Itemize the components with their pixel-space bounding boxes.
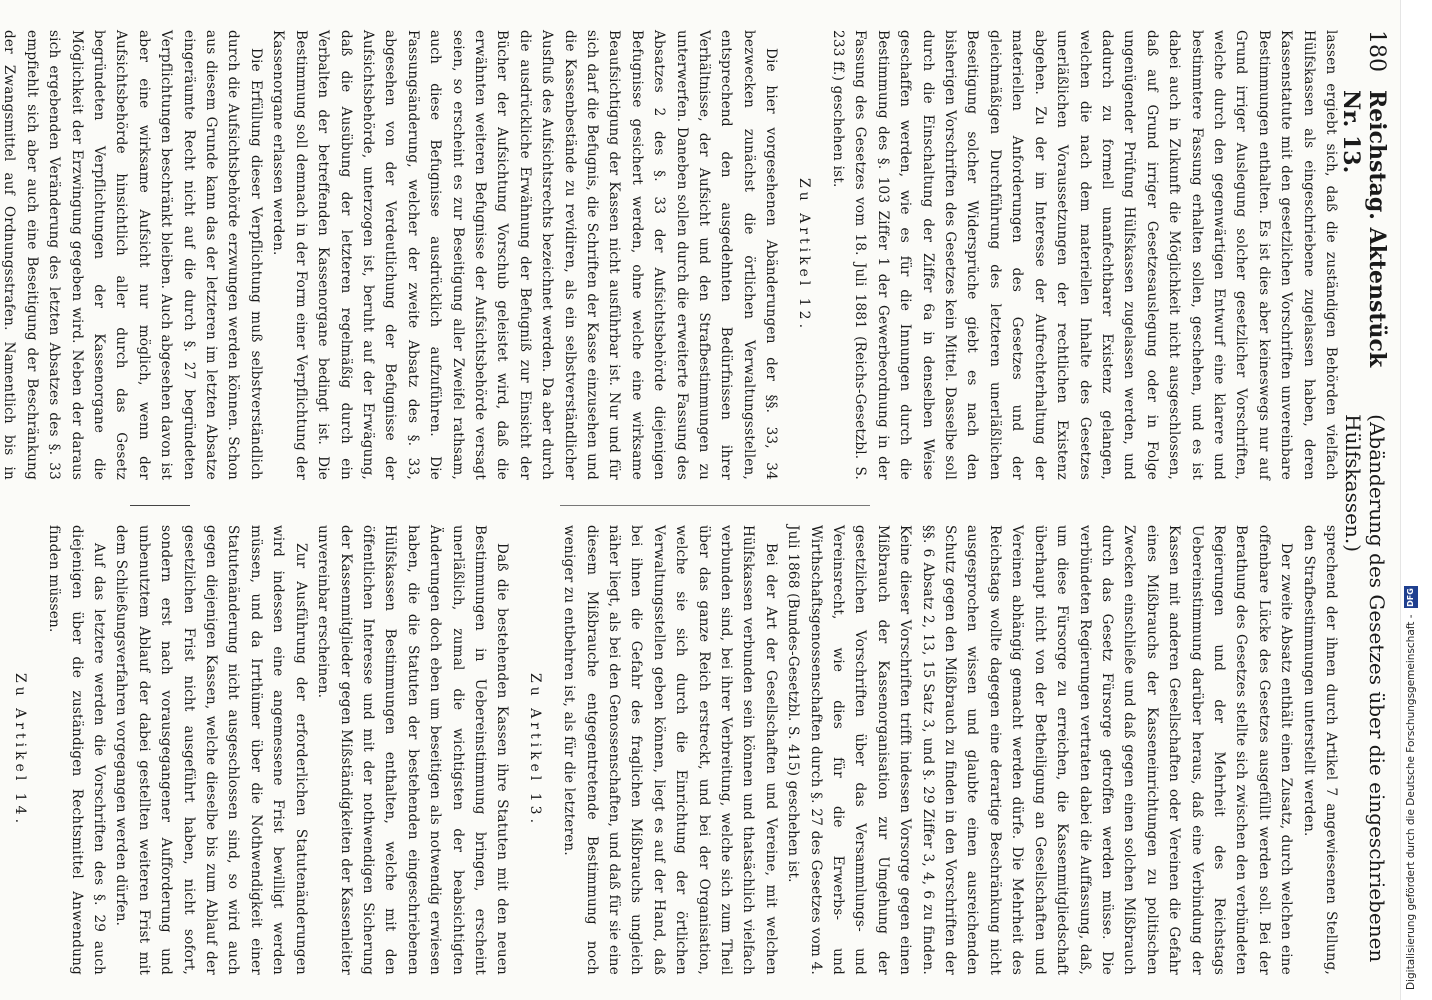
- paragraph: Die Erfüllung dieser Verpflichtung muß selbstverständlich durch die Aufsichtsbehörde erzwungen werden können. Schon aus diesem Grunde kann das der letzteren im letzten Absatze eingeräumte Recht nicht auf die durch §. 27 begründeten Verpflichtungen beschränkt bleiben. Auch abgesehen davon ist aber eine wirksame Aufsicht nur möglich, wenn der Aufsichtsbehörde hinsichtlich aller durch das Gesetz begründeten Verpflichtungen der Kassenorgane die Möglichkeit der Erzwingung gegeben wird. Neben der daraus sich ergebenden Veränderung des letzten Absatzes des §. 33 empfiehlt sich aber auch eine Beseitigung der Beschränkung der Zwangsmittel auf Ordnungsstrafen. Namentlich bis in: [1, 30, 264, 480]
- paragraph: Der zweite Absatz enthält einen Zusatz, durch welchen eine offenbare Lücke des Gesetzes ausgefüllt werden soll. Bei der Berathung des Gesetzes stellte sich zwischen den verbündeten Regierungen und der Mehrheit des Reichstags Uebereinstimmung darüber heraus, daß eine Verbindung der Kassen mit anderen Gesellschaften oder Vereinen die Gefahr eines Mißbrauchs der Kasseneinrichtungen zu politischen Zwecken einschließe und daß gegen einen solchen Mißbrauch durch das Gesetz Fürsorge getroffen werden müsse. Die verbündeten Regierungen vertraten dabei die Auffassung, daß, um diese Fürsorge zu erreichen, die Kassenmitgliedschaft überhaupt nicht von der Betheiligung an Gesellschaften und Vereinen abhängig gemacht werden dürfe. Die Mehrheit des Reichstags wollte dagegen eine derartige Beschränkung nicht ausgesprochen wissen und glaubte einen ausreichenden Schutz gegen den Mißbrauch zu finden in den Vorschriften der §§. 6 Absatz 2, 13, 15 Satz 3, und §. 29 Ziffer 3, 4, 6 zu finden. Keine dieser Vorschriften trifft indessen Vorsorge gegen einen Mißbrauch der Kassenorganisation zur Umgehung der gesetzlichen Vorschriften über das Versammlungs- und Vereinsrecht, wie dies für die Erwerbs- und Wirthschaftsgenossenschaften durch §. 27 des Gesetzes vom 4. Juli 1868 (Bundes-Gesetzbl. S. 415) geschehen ist.: [785, 525, 1295, 975]
- section-heading: Zu Artikel 12.: [795, 177, 812, 333]
- digitization-note-text: Digitalisierung gefördert durch die Deutsche Forschungsgemeinschaft -: [1405, 614, 1417, 990]
- paragraph: Auf das letztere werden die Vorschriften des §. 29 auch diejenigen über die zuständigen Rechtsmittel Anwendung finden müssen.: [46, 525, 108, 975]
- section-heading: Zu Artikel 13.: [526, 672, 543, 828]
- page-title: Reichstag. Aktenstück Nr. 13.: [1338, 90, 1390, 368]
- right-column: [0, 525, 1342, 975]
- paragraph: Zur Ausführung der erforderlichen Statutenänderungen wird indessen eine angemessene Frist bewilligt werden müssen, und da Irrthümer über die Nothwendigkeit einer Statutenänderung nicht ausgeschlossen sind, so wird auch gegen diejenigen Kassen, welche dieselbe bis zum Ablauf der gesetzlichen Frist nicht ausgeführt haben, nicht sofort, sondern erst nach vorausgegangener Aufforderung und unbenutztem Ablauf der dabei gestellten weiteren Frist mit dem Schließungsverfahren vorgegangen werden dürfen.: [113, 525, 309, 975]
- rotated-page: [1, 30, 1390, 990]
- page-number: 180: [1364, 30, 1389, 72]
- page-subtitle: (Abänderung des Gesetzes über die eingeschriebenen Hülfskassen.): [1341, 414, 1389, 963]
- left-column: [0, 30, 1342, 480]
- paragraph: Bei der Art der Gesellschaften und Vereine, mit welchen Hülfskassen verbunden sein können und thatsächlich vielfach verbunden sind, bei ihrer Verbreitung, welche sich zum Theil über das ganze Reich erstreckt, und bei der Organisation, welche sie sich durch die Einrichtung der örtlichen Verwaltungsstellen geben können, liegt es auf der Hand, daß bei ihnen die Gefahr des fraglichen Mißbrauchs ungleich näher liegt, als bei den Genossenschaften, und daß für sie eine diesem Mißbrauche entgegentretende Bestimmung noch weniger zu entbehren ist, als für die letzteren.: [561, 525, 779, 975]
- paragraph: Daß die bestehenden Kassen ihre Statuten mit den neuen Bestimmungen in Uebereinstimmung bringen, erscheint unerläßlich, zumal die wichtigsten der beabsichtigten Änderungen doch eben um beseitigen als notwendig erwiesen haben, die die Statuten der bestehenden eingeschriebenen Hülfskassen Bestimmungen enthalten, welche mit den öffentlichen Interesse und mit der nothwendigen Sicherung der Kassenmitglieder gegen Mißständigkeiten der Kassenleiter unvereinbar erscheinen.: [315, 525, 511, 975]
- column-divider-lower: [130, 505, 190, 506]
- paragraph: Die hier vorgesehenen Abänderungen der §§. 33, 34 bezwecken zunächst die örtlichen Verwaltungsstellen, entsprechend den ausgedehnten Bedürfnissen ihrer Verhältnisse, der Aufsicht und den Strafbestimmungen zu unterwerfen. Daneben sollen durch die erweiterte Fassung des Absatzes 2 des §. 33 der Aufsichtsbehörde diejenigen Befugnisse gesichert werden, ohne welche eine wirksame Beaufsichtigung der Kassen nicht ausführbar ist. Nur und für sich darf die Befugnis, die Schriften der Kasse einzusehen und die Kassenbestände zu revidiren, als ein selbstverständlicher Ausfluß des Aufsichtsrechts bezeichnet werden. Da aber durch die ausdrückliche Erwähnung der Befugniß zur Einsicht der Bücher der Aufsichtung Vorschub geleistet wird, daß die erwähnten weiteren Befugnisse der Aufsichtsbehörde versagt seien, so erscheint es zur Beseitigung aller Zweifel rathsam, auch diese Befugnisse ausdrücklich aufzuführen. Die Fassungsänderung, welcher der zweite Absatz des §. 33, abgesehen von der Verdeutlichung der Befugnisse der Aufsichtsbehörde, unterzogen ist, beruht auf der Erwägung, daß die Ausübung der letzteren regelmäßig durch ein Verbalten der betreffenden Kassenorgane bedingt ist. Die Bestimmung soll demnach in der Form einer Verpflichtung der Kassenorgane erlassen werden.: [270, 30, 780, 480]
- page-header: [1338, 30, 1390, 990]
- dfg-logo-icon: DFG: [1404, 586, 1418, 608]
- column-divider: [560, 505, 870, 506]
- digitization-note: [1404, 586, 1418, 990]
- paragraph: lassen ergiebt sich, daß die zuständigen Behörden vielfach Hülfskassen als eingeschriebene zugelassen haben, deren Kassenstatute mit den gesetzlichen Vorschriften unvereinbare Bestimmungen enthalten. Es ist dies aber keineswegs nur auf Grund irriger Auslegung solcher gesetzlicher Vorschriften, welche durch den gegenwärtigen Entwurf eine klarere und bestimmtere Fassung erhalten sollen, geschehen, und es ist dabei auch in Zukunft die Möglichkeit nicht ausgeschlossen, daß auf Grund irriger Gesetzesauslegung oder in Folge ungenügender Prüfung Hülfskassen zugelassen werden, und dadurch zu formell unanfechtbarer Existenz gelangen, welchen die nach dem materiellen Inhalte des Gesetzes unerläßlichen Voraussetzungen der rechtlichen Existenz abgehen. Zu der im Interesse der Aufrechterhaltung der materiellen Anforderungen des Gesetzes und der gleichmäßigen Durchführung des letzteren unerläßlichen Beseitigung solcher Widersprüche giebt es nach den bisherigen Vorschriften des Gesetzes kein Mittel. Dasselbe soll durch die Einschaltung der Ziffer 6a in denselben Weise geschaffen werden, wie es für die Innungen durch die Bestimmung des §. 103 Ziffer 1 der Gewerbeordnung in der Fassung des Gesetzes vom 18. Juli 1881 (Reichs-Gesetzbl. S. 233 ff.) geschehen ist.: [830, 30, 1339, 480]
- paragraph: sprechend der ihnen durch Artikel 7 angewiesenen Stellung, den Strafbestimmungen unterstellt werden.: [1300, 525, 1339, 975]
- section-heading: Zu Artikel 14.: [11, 672, 28, 828]
